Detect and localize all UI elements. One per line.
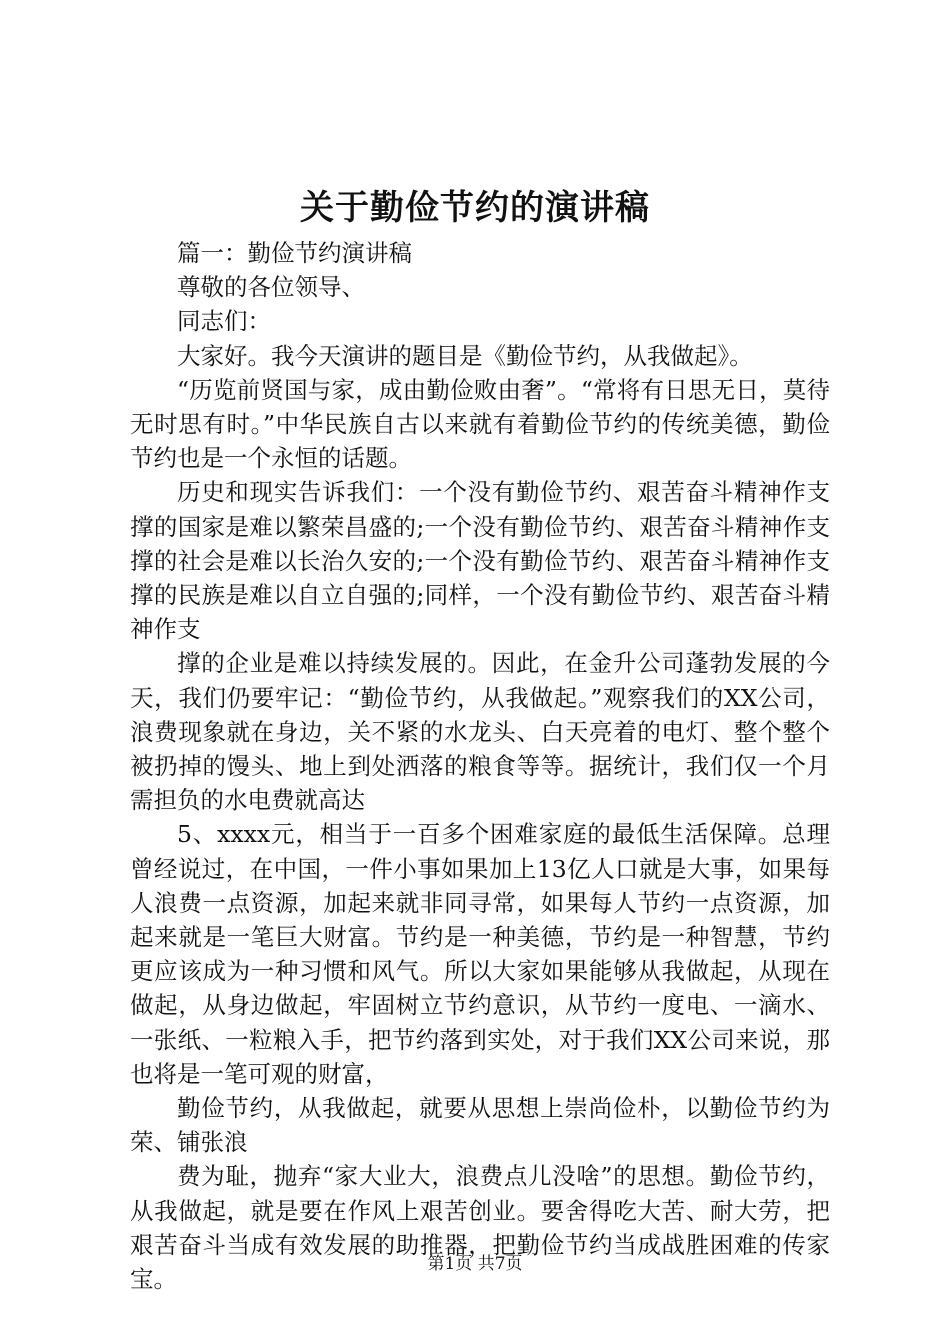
paragraph-history: 历史和现实告诉我们：一个没有勤俭节约、艰苦奋斗精神作支撑的国家是难以繁荣昌盛的;一个没有勤俭节约、艰苦奋斗精神作支撑的社会是难以长治久安的;一个没有勤俭节约、艰苦奋斗精神作支撑的民族是难以自立自强的;同样，一个没有勤俭节约、艰苦奋斗精神作支: [130, 478, 830, 644]
paragraph-company: 撑的企业是难以持续发展的。因此，在金升公司蓬勃发展的今天，我们仍要牢记：“勤俭节约，从我做起。”观察我们的XX公司，浪费现象就在身边，关不紧的水龙头、白天亮着的电灯、整个整个被扔掉的馒头、地上到处洒落的粮食等等。据统计，我们仅一个月需担负的水电费就高达: [130, 649, 830, 815]
paragraph-salutation-2: 同志们：: [177, 307, 271, 336]
page-footer: 第1页 共7页: [427, 1254, 523, 1274]
paragraph-cost: 5、xxxx元，相当于一百多个困难家庭的最低生活保障。总理曾经说过，在中国，一件小事如果加上13亿人口就是大事，如果每人浪费一点资源，加起来就非同寻常，如果每人节约一点资源，加起来就是一笔巨大财富。节约是一种美德，节约是一种智慧，节约更应该成为一种习惯和风气。所以大家如果能够从我做起，从现在做起，从身边做起，牢固树立节约意识，从节约一度电、一滴水、一张纸、一粒粮入手，把节约落到实处，对于我们XX公司来说，那也将是一笔可观的财富，: [130, 820, 830, 1088]
paragraph-salutation: 尊敬的各位领导、: [177, 273, 365, 302]
document-title: 关于勤俭节约的演讲稿: [300, 188, 650, 228]
paragraph-section-heading: 篇一：勤俭节约演讲稿: [177, 239, 412, 267]
paragraph-quote: “历览前贤国与家，成由勤俭败由奢”。“常将有日思无日，莫待无时思有时。”中华民族自古以来就有着勤俭节约的传统美德，勤俭节约也是一个永恒的话题。: [130, 375, 830, 473]
paragraph-conclusion: 费为耻，抛弃“家大业大，浪费点儿没啥”的思想。勤俭节约，从我做起，就是要在作风上艰苦创业。要舍得吃大苦、耐大劳，把艰苦奋斗当成有效发展的助推器，把勤俭节约当成战胜困难的传家宝。: [130, 1162, 830, 1294]
paragraph-thought: 勤俭节约，从我做起，就要从思想上崇尚俭朴，以勤俭节约为荣、铺张浪: [130, 1094, 830, 1157]
paragraph-greeting: 大家好。我今天演讲的题目是《勤俭节约，从我做起》。: [177, 341, 753, 370]
document-body: [130, 236, 830, 1296]
